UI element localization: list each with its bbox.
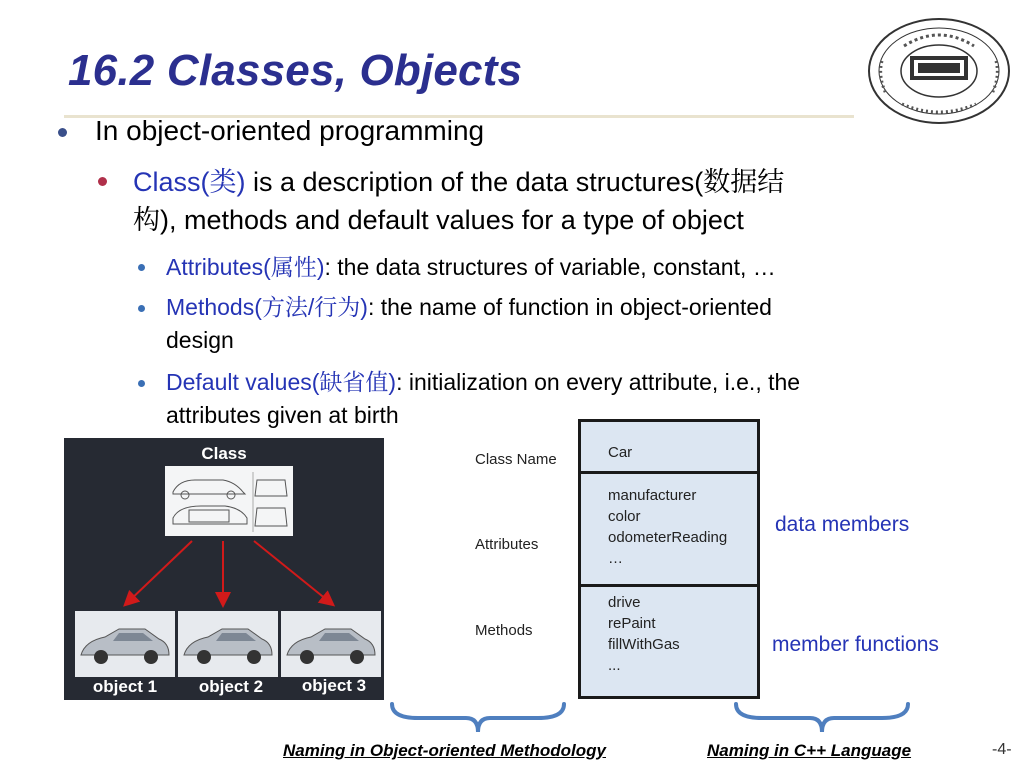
default-values-definition-line1: : initialization on every attribute, i.e., the	[396, 369, 801, 395]
object-label: object 3	[301, 676, 367, 695]
method-list	[608, 592, 680, 676]
member-functions-note: member functions	[772, 633, 939, 656]
methods-definition-line1: : the name of function in object-oriented	[367, 294, 772, 320]
method-item: rePaint	[608, 615, 656, 632]
bullet-icon	[138, 264, 145, 271]
method-item: ...	[608, 657, 621, 674]
page-number: -4-	[992, 741, 1012, 758]
bullet-attributes	[166, 251, 776, 284]
slide-title: 16.2 Classes, Objects	[68, 46, 523, 95]
attribute-item: color	[608, 508, 641, 525]
class-label: Class	[201, 444, 247, 463]
bullet-class	[133, 163, 963, 239]
bullet-icon	[58, 128, 67, 137]
default-values-definition-line2: attributes given at birth	[166, 402, 399, 428]
attributes-term: Attributes(属性)	[166, 254, 325, 280]
instantiation-arrows	[64, 438, 384, 618]
class-divider	[578, 471, 760, 474]
class-term: Class(类)	[133, 167, 246, 197]
university-logo	[864, 16, 1014, 126]
bullet-icon	[138, 305, 145, 312]
attributes-definition: : the data structures of variable, constant, …	[324, 254, 776, 280]
methods-definition-line2: design	[166, 327, 234, 353]
right-brace-icon	[732, 700, 912, 736]
class-name-label: Class Name	[475, 451, 557, 468]
class-name-value: Car	[608, 444, 633, 461]
attribute-item: …	[608, 550, 623, 567]
class-definition-line2: 构), methods and default values for a type of object	[133, 205, 744, 235]
caption-cpp-language: Naming in C++ Language	[707, 741, 912, 760]
object-car-image	[75, 611, 175, 677]
class-definition-line1: is a description of the data structures(数据结	[245, 167, 785, 197]
data-members-note: data members	[775, 513, 910, 536]
attributes-label: Attributes	[475, 536, 539, 553]
object-car-image	[178, 611, 278, 677]
bullet-methods	[166, 291, 772, 357]
caption-oo-methodology: Naming in Object-oriented Methodology	[283, 741, 606, 760]
methods-label: Methods	[475, 622, 533, 639]
attribute-list	[608, 485, 727, 569]
default-values-term: Default values(缺省值)	[166, 369, 397, 395]
method-item: fillWithGas	[608, 636, 680, 653]
bullet-icon	[98, 177, 107, 186]
attribute-item: manufacturer	[608, 487, 697, 504]
bullet-oop: In object-oriented programming	[95, 115, 485, 146]
method-item: drive	[608, 594, 641, 611]
object-label: object 2	[198, 677, 264, 696]
left-brace-icon	[388, 700, 568, 736]
attribute-item: odometerReading	[608, 529, 728, 546]
class-divider	[578, 584, 760, 587]
object-label: object 1	[92, 677, 158, 696]
methods-term: Methods(方法/行为)	[166, 294, 368, 320]
object-car-image	[281, 611, 381, 677]
bullet-icon	[138, 380, 145, 387]
